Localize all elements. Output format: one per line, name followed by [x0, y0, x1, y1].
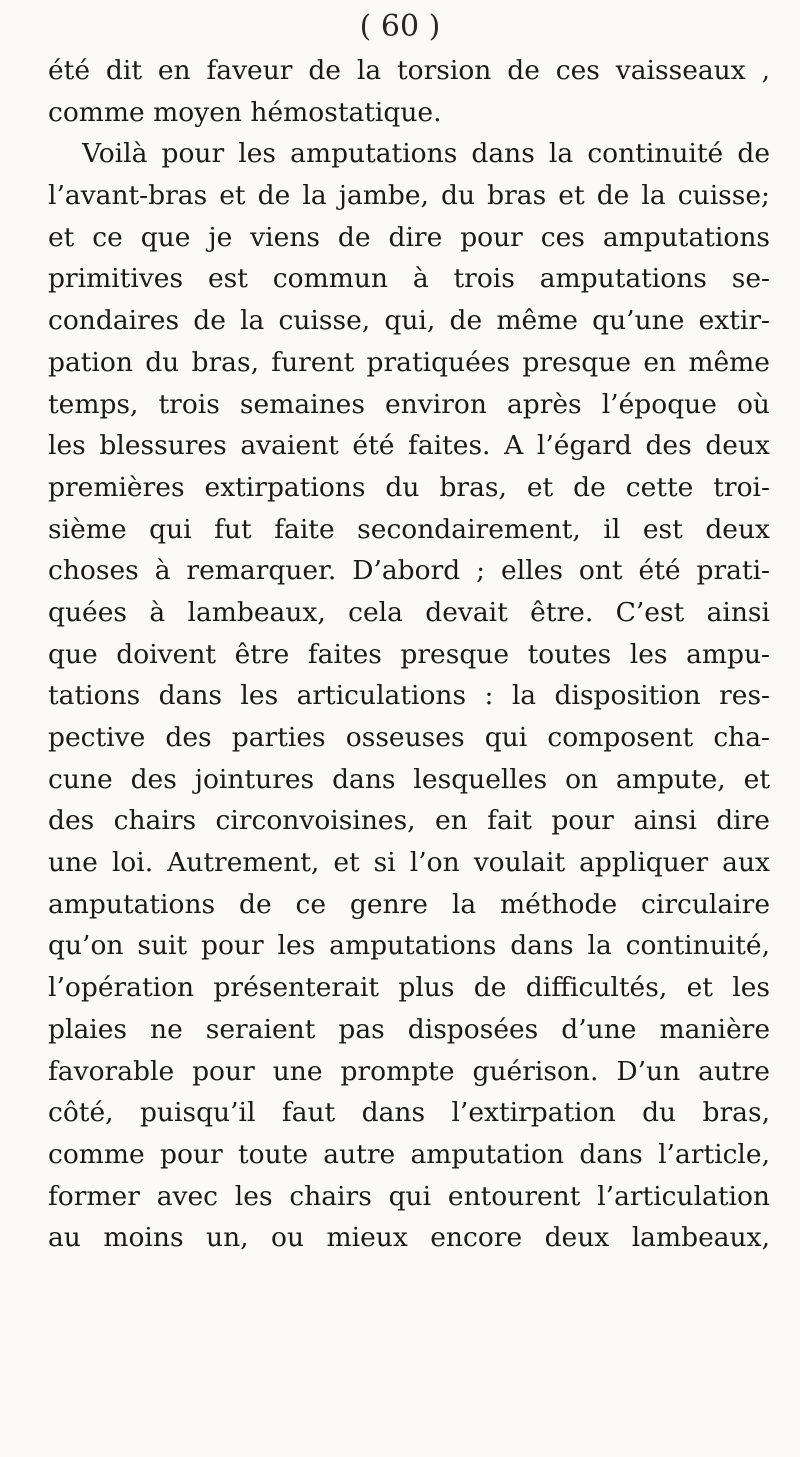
text-line: temps, trois semaines environ après l’époque où [48, 388, 770, 420]
text-line: été dit en faveur de la torsion de ces vaisseaux , [48, 55, 770, 86]
text-line: Voilà pour les amputations dans la continuité de [82, 138, 770, 170]
text-line: primitives est commun à trois amputations se- [48, 263, 770, 295]
text-line: comme moyen hémostatique. [48, 96, 442, 128]
text-line: cune des jointures dans lesquelles on ampute, et [48, 763, 770, 795]
text-line: l’opération présenterait plus de difficultés, et les [48, 972, 770, 1004]
text-line: au moins un, ou mieux encore deux lambeaux, [48, 1222, 770, 1254]
text-line: choses à remarquer. D’abord ; elles ont été prati- [48, 555, 770, 587]
page-number: ( 60 ) [359, 9, 441, 44]
text-line: favorable pour une prompte guérison. D’un autre [48, 1055, 770, 1087]
text-line: premières extirpations du bras, et de cette troi- [48, 471, 770, 503]
text-line: sième qui fut faite secondairement, il est deux [48, 513, 770, 545]
text-line: quées à lambeaux, cela devait être. C’est ainsi [48, 596, 770, 628]
text-line: les blessures avaient été faites. A l’égard des deux [48, 430, 770, 462]
text-line: tations dans les articulations : la disposition res- [48, 680, 770, 712]
text-line: qu’on suit pour les amputations dans la continuité, [48, 930, 770, 962]
text-line: et ce que je viens de dire pour ces amputations [48, 221, 770, 253]
text-line: former avec les chairs qui entourent l’articulation [48, 1180, 770, 1212]
text-line: des chairs circonvoisines, en fait pour ainsi dire [48, 805, 770, 837]
text-line: pective des parties osseuses qui composent cha- [48, 722, 770, 753]
text-line: plaies ne seraient pas disposées d’une manière [48, 1013, 770, 1045]
text-line: que doivent être faites presque toutes les ampu- [48, 638, 770, 670]
text-line: l’avant-bras et de la jambe, du bras et de la cuisse; [48, 180, 770, 212]
text-line: côté, puisqu’il faut dans l’extirpation du bras, [48, 1097, 770, 1129]
body-text [48, 50, 770, 1259]
text-line: une loi. Autrement, et si l’on voulait appliquer aux [48, 847, 770, 879]
text-line: amputations de ce genre la méthode circulaire [48, 888, 770, 920]
text-line: pation du bras, furent pratiquées presque en même [48, 346, 770, 378]
text-line: condaires de la cuisse, qui, de même qu’une extir- [48, 305, 770, 337]
text-line: comme pour toute autre amputation dans l’article, [48, 1138, 770, 1170]
